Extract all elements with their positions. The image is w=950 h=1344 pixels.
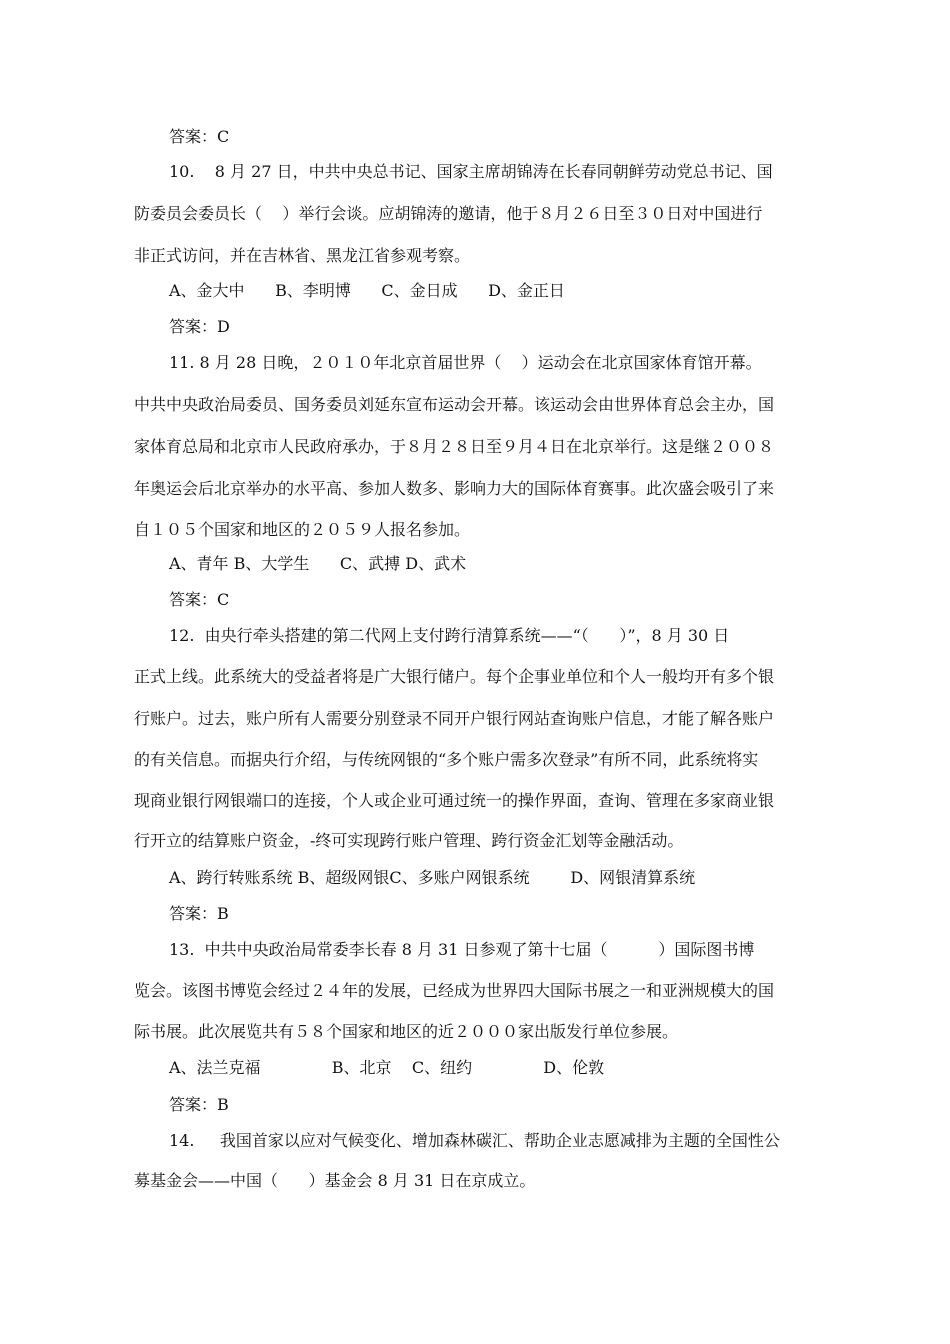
question-12-line-6: 行开立的结算账户资金，-终可实现跨行账户管理、跨行资金汇划等金融活动。 bbox=[134, 831, 684, 850]
question-14-line-2: 募基金会——中国（ ）基金会 8 月 31 日在京成立。 bbox=[134, 1171, 536, 1190]
answer-line: 答案：C bbox=[169, 590, 230, 609]
answer-line: 答案：C bbox=[169, 127, 230, 146]
question-10-line-1: 10. 8 月 27 日，中共中央总书记、国家主席胡锦涛在长春同朝鲜劳动党总书记、国 bbox=[169, 162, 773, 181]
question-12-line-5: 现商业银行网银端口的连接，个人或企业可通过统一的操作界面，查询、管理在多家商业银 bbox=[134, 791, 775, 810]
question-11-line-4: 年奥运会后北京举办的水平高、参加人数多、影响力大的国际体育赛事。此次盛会吸引了来 bbox=[134, 479, 775, 498]
answer-line: 答案：D bbox=[169, 317, 230, 336]
question-13-options: A、法兰克福 B、北京 C、纽约 D、伦敦 bbox=[169, 1058, 605, 1077]
question-11-options: A、青年 B、大学生 C、武搏 D、武术 bbox=[169, 554, 467, 573]
question-12-options: A、跨行转账系统 B、超级网银C、多账户网银系统 D、网银清算系统 bbox=[169, 868, 696, 887]
answer-line: 答案：B bbox=[169, 904, 229, 923]
question-13-line-1: 13. 中共中央政治局常委李长春 8 月 31 日参观了第十七届（ ）国际图书博 bbox=[169, 940, 755, 959]
answer-line: 答案：B bbox=[169, 1095, 229, 1114]
question-10-line-2: 防委员会委员长（ ）举行会谈。应胡锦涛的邀请，他于８月２６日至３０日对中国进行 bbox=[134, 204, 763, 223]
question-13-line-3: 际书展。此次展览共有５８个国家和地区的近２０００家出版发行单位参展。 bbox=[134, 1022, 679, 1041]
question-12-line-1: 12. 由央行牵头搭建的第二代网上支付跨行清算系统——“（ ）”，8 月 30 日 bbox=[169, 626, 730, 645]
question-11-line-3: 家体育总局和北京市人民政府承办，于８月２８日至９月４日在北京举行。这是继２００８ bbox=[134, 437, 775, 456]
question-10-line-3: 非正式访问，并在吉林省、黑龙江省参观考察。 bbox=[134, 246, 471, 265]
question-12-line-2: 正式上线。此系统大的受益者将是广大银行储户。每个企事业单位和个人一般均开有多个银 bbox=[134, 667, 775, 686]
question-12-line-4: 的有关信息。而据央行介绍，与传统网银的“多个账户需多次登录”有所不同，此系统将实 bbox=[134, 750, 759, 769]
question-12-line-3: 行账户。过去，账户所有人需要分别登录不同开户银行网站查询账户信息，才能了解各账户 bbox=[134, 709, 775, 728]
question-11-line-1: 11. 8 月 28 日晚，２０１０年北京首届世界（ ）运动会在北京国家体育馆开幕。 bbox=[169, 353, 762, 372]
question-11-line-2: 中共中央政治局委员、国务委员刘延东宣布运动会开幕。该运动会由世界体育总会主办，国 bbox=[134, 395, 775, 414]
question-14-line-1: 14. 我国首家以应对气候变化、增加森林碳汇、帮助企业志愿减排为主题的全国性公 bbox=[169, 1131, 780, 1150]
question-11-line-5: 自１０５个国家和地区的２０５９人报名参加。 bbox=[134, 520, 471, 539]
question-13-line-2: 览会。该图书博览会经过２４年的发展，已经成为世界四大国际书展之一和亚洲规模大的国 bbox=[134, 981, 775, 1000]
question-10-options: A、金大中 B、李明博 C、金日成 D、金正日 bbox=[169, 281, 565, 300]
